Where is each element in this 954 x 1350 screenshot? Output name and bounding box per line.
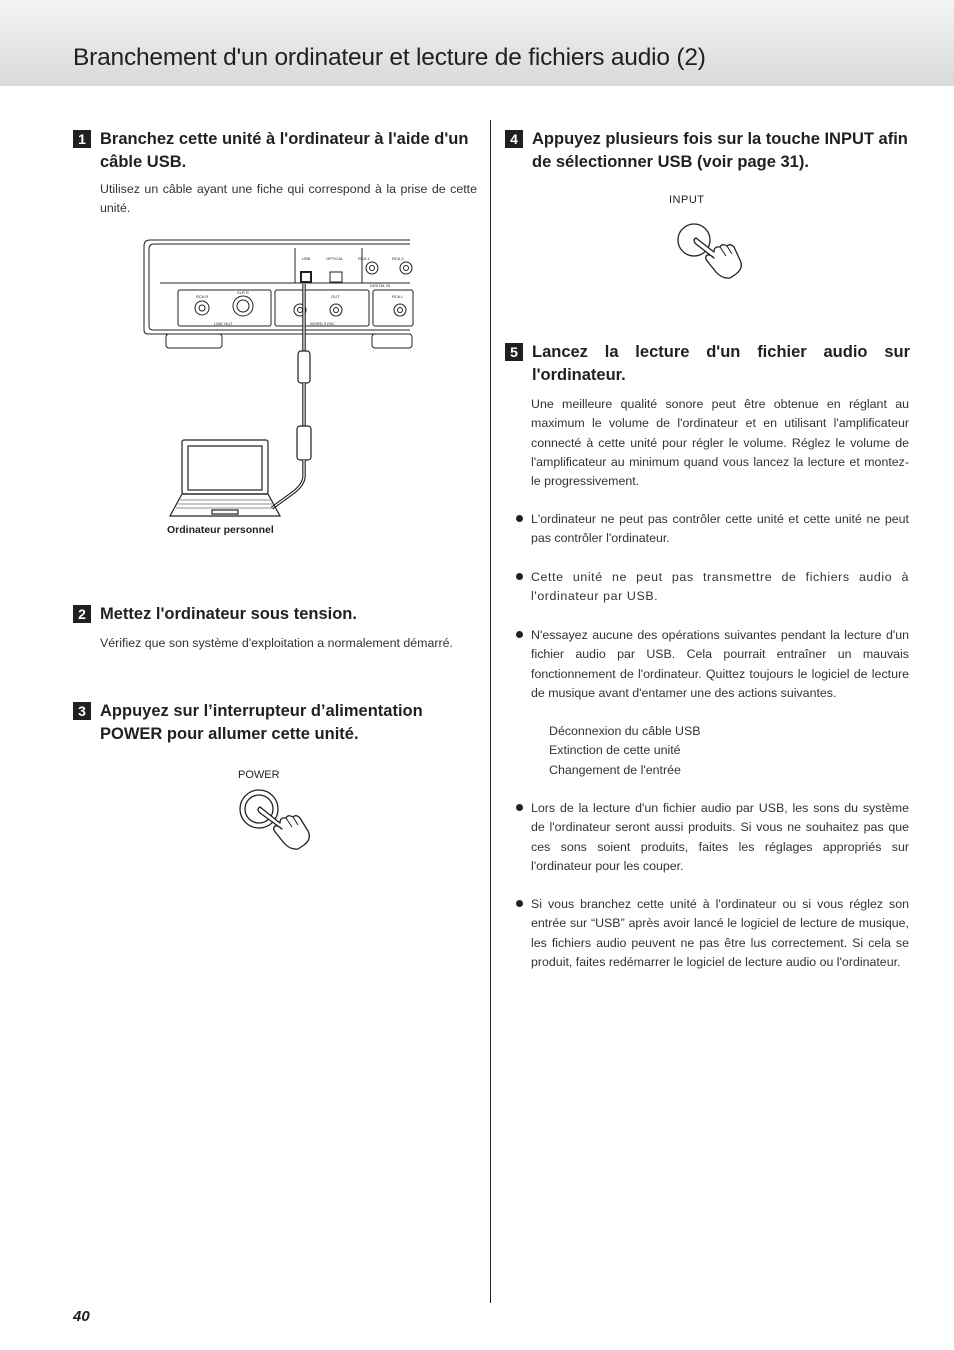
action-sublist — [549, 722, 701, 780]
label-line-out: LINE OUT — [214, 321, 233, 326]
step-title: Branchez cette unité à l'ordinateur à l'aide d'un câble USB. — [100, 130, 469, 171]
power-label: POWER — [238, 769, 280, 781]
label-optical: OPTICAL — [326, 256, 344, 261]
bullet-dot — [516, 631, 523, 638]
bullet-text: Lors de la lecture d'un fichier audio par USB, les sons du système de l'ordinateur seront aussi produits. Si vous ne souhaitez pas que ces sons soient produits, faites les réglages appropriés sur l'ordinateur pour les couper. — [531, 801, 909, 873]
input-button-press-figure — [674, 220, 748, 282]
step-5-body: Une meilleure qualité sonore peut être obtenue en réglant au maximum le volume de l'ordinateur et en utilisant l'amplificateur connecté à cette unité pour régler le volume. Réglez le volume de l'amplificateur au minimum quand vous lancez la lecture et montez-le progressivement. — [531, 397, 909, 489]
list-item — [516, 510, 909, 549]
sublist-item: Extinction de cette unité — [549, 743, 681, 758]
bullet-dot — [516, 804, 523, 811]
label-rca2: RCA 2 — [392, 256, 404, 261]
bullet-text: L'ordinateur ne peut pas contrôler cette unité et cette unité ne peut pas contrôler l'ordinateur. — [531, 512, 909, 546]
step-number: 3 — [73, 702, 91, 720]
bullet-dot — [516, 515, 523, 522]
step-title: Appuyez plusieurs fois sur la touche INPUT afin de sélectionner USB (voir page 31). — [532, 130, 908, 171]
label-word-sync: WORD SYNC — [310, 321, 335, 326]
label-rca-r: RCA R — [196, 294, 209, 299]
usb-connection-diagram — [140, 236, 415, 526]
label-xlr-r: XLR R — [237, 290, 249, 295]
step-number: 1 — [73, 130, 91, 148]
sublist-item: Changement de l'entrée — [549, 762, 681, 777]
step-title: Appuyez sur l’interrupteur d’alimentation POWER pour allumer cette unité. — [100, 702, 423, 743]
laptop-icon — [170, 440, 280, 516]
step-number: 5 — [505, 343, 523, 361]
step-title: Mettez l'ordinateur sous tension. — [100, 605, 357, 623]
label-rca1: RCA 1 — [358, 256, 370, 261]
label-rca-l: RCA L — [392, 294, 404, 299]
power-button-press-figure — [236, 787, 316, 851]
pressing-hand-icon — [258, 807, 309, 849]
pressing-hand-icon — [694, 238, 741, 278]
label-out: OUT — [331, 294, 340, 299]
list-item — [516, 568, 909, 607]
bullet-dot — [516, 900, 523, 907]
column-divider — [490, 120, 491, 1303]
unit-rear-panel — [144, 240, 413, 348]
label-usb: USB — [302, 256, 311, 261]
step-title: Lancez la lecture d'un fichier audio sur l'ordinateur. — [532, 343, 910, 384]
figure-caption: Ordinateur personnel — [167, 524, 274, 536]
page-header — [0, 0, 954, 86]
label-digital-in: DIGITAL IN — [370, 283, 391, 288]
step-number: 2 — [73, 605, 91, 623]
list-item — [516, 895, 909, 972]
bullet-text: Si vous branchez cette unité à l'ordinateur ou si vous réglez son entrée sur “USB” après avoir lancé le logiciel de lecture de musique, les fichiers audio peuvent ne pas être lus correctement. Si cela se produit, faites redémarrer le logiciel de lecture audio ou l'ordinateur. — [531, 897, 909, 969]
step-1-body: Utilisez un câble ayant une fiche qui correspond à la prise de cette unité. — [100, 182, 477, 216]
sublist-item: Déconnexion du câble USB — [549, 724, 701, 738]
input-label: INPUT — [669, 194, 705, 206]
bullet-text: Cette unité ne peut pas transmettre de fichiers audio à l'ordinateur par USB. — [531, 570, 909, 604]
usb-cable — [272, 284, 311, 508]
list-item — [516, 799, 909, 876]
step-2-body: Vérifiez que son système d'exploitation a normalement démarré. — [100, 636, 453, 650]
bullet-text: N'essayez aucune des opérations suivantes pendant la lecture d'un fichier audio par USB. Cela pourrait entraîner un mauvais fonctionnement de l'ordinateur. Quittez toujours le logiciel de lecture de musique avant d'entamer une des actions suivantes. — [531, 628, 909, 700]
list-item — [516, 626, 909, 703]
page-title: Branchement d'un ordinateur et lecture de fichiers audio (2) — [73, 44, 706, 71]
bullet-dot — [516, 573, 523, 580]
step-number: 4 — [505, 130, 523, 148]
page-number: 40 — [73, 1308, 90, 1325]
